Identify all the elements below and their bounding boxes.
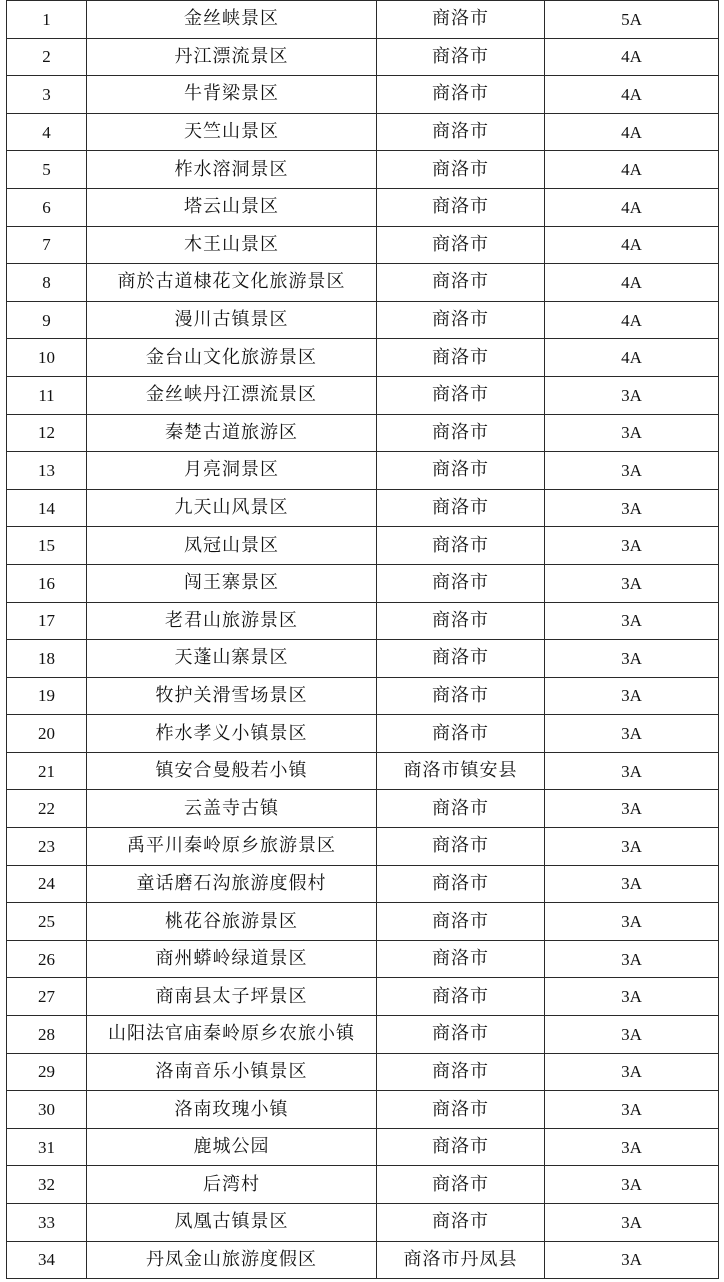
grade-cell: 4A bbox=[545, 151, 719, 189]
row-number-cell: 7 bbox=[7, 226, 87, 264]
row-number-cell: 34 bbox=[7, 1241, 87, 1279]
grade-cell: 3A bbox=[545, 828, 719, 866]
grade-cell: 3A bbox=[545, 978, 719, 1016]
row-number-cell: 4 bbox=[7, 113, 87, 151]
grade-cell: 3A bbox=[545, 1053, 719, 1091]
table-row bbox=[7, 38, 719, 76]
location-cell: 商洛市 bbox=[377, 38, 545, 76]
row-number-cell: 17 bbox=[7, 602, 87, 640]
table-row bbox=[7, 602, 719, 640]
grade-cell: 3A bbox=[545, 376, 719, 414]
grade-cell: 3A bbox=[545, 1128, 719, 1166]
row-number-cell: 22 bbox=[7, 790, 87, 828]
row-number-cell: 10 bbox=[7, 339, 87, 377]
grade-cell: 4A bbox=[545, 226, 719, 264]
scenic-area-name-cell: 后湾村 bbox=[87, 1166, 377, 1204]
location-cell: 商洛市 bbox=[377, 978, 545, 1016]
table-row bbox=[7, 1241, 719, 1279]
scenic-area-name-cell: 洛南玫瑰小镇 bbox=[87, 1091, 377, 1129]
scenic-area-name-cell: 桃花谷旅游景区 bbox=[87, 903, 377, 941]
grade-cell: 4A bbox=[545, 76, 719, 114]
table-row bbox=[7, 828, 719, 866]
row-number-cell: 33 bbox=[7, 1204, 87, 1242]
location-cell: 商洛市 bbox=[377, 339, 545, 377]
grade-cell: 3A bbox=[545, 1016, 719, 1054]
table-row bbox=[7, 489, 719, 527]
row-number-cell: 13 bbox=[7, 452, 87, 490]
grade-cell: 5A bbox=[545, 1, 719, 39]
grade-cell: 3A bbox=[545, 564, 719, 602]
location-cell: 商洛市 bbox=[377, 489, 545, 527]
scenic-area-name-cell: 月亮洞景区 bbox=[87, 452, 377, 490]
table-row bbox=[7, 640, 719, 678]
table-row bbox=[7, 677, 719, 715]
location-cell: 商洛市丹凤县 bbox=[377, 1241, 545, 1279]
table-row bbox=[7, 1204, 719, 1242]
grade-cell: 4A bbox=[545, 38, 719, 76]
location-cell: 商洛市 bbox=[377, 790, 545, 828]
scenic-area-name-cell: 凤冠山景区 bbox=[87, 527, 377, 565]
location-cell: 商洛市 bbox=[377, 865, 545, 903]
location-cell: 商洛市 bbox=[377, 76, 545, 114]
location-cell: 商洛市 bbox=[377, 1053, 545, 1091]
table-row bbox=[7, 151, 719, 189]
scenic-area-table-sheet bbox=[6, 0, 718, 1279]
scenic-area-name-cell: 镇安合曼般若小镇 bbox=[87, 752, 377, 790]
grade-cell: 3A bbox=[545, 865, 719, 903]
scenic-area-name-cell: 闯王寨景区 bbox=[87, 564, 377, 602]
scenic-area-name-cell: 秦楚古道旅游区 bbox=[87, 414, 377, 452]
table-row bbox=[7, 376, 719, 414]
location-cell: 商洛市 bbox=[377, 226, 545, 264]
scenic-area-name-cell: 塔云山景区 bbox=[87, 188, 377, 226]
row-number-cell: 6 bbox=[7, 188, 87, 226]
scenic-area-table bbox=[6, 0, 719, 1279]
table-row bbox=[7, 1091, 719, 1129]
scenic-area-name-cell: 金台山文化旅游景区 bbox=[87, 339, 377, 377]
scenic-area-name-cell: 洛南音乐小镇景区 bbox=[87, 1053, 377, 1091]
table-row bbox=[7, 1053, 719, 1091]
row-number-cell: 16 bbox=[7, 564, 87, 602]
grade-cell: 3A bbox=[545, 489, 719, 527]
scenic-area-name-cell: 金丝峡景区 bbox=[87, 1, 377, 39]
location-cell: 商洛市 bbox=[377, 1016, 545, 1054]
grade-cell: 3A bbox=[545, 715, 719, 753]
scenic-area-name-cell: 鹿城公园 bbox=[87, 1128, 377, 1166]
grade-cell: 3A bbox=[545, 1204, 719, 1242]
location-cell: 商洛市 bbox=[377, 602, 545, 640]
grade-cell: 3A bbox=[545, 903, 719, 941]
table-row bbox=[7, 940, 719, 978]
scenic-area-name-cell: 商州蟒岭绿道景区 bbox=[87, 940, 377, 978]
location-cell: 商洛市 bbox=[377, 564, 545, 602]
grade-cell: 4A bbox=[545, 301, 719, 339]
location-cell: 商洛市 bbox=[377, 414, 545, 452]
location-cell: 商洛市 bbox=[377, 715, 545, 753]
table-row bbox=[7, 188, 719, 226]
table-row bbox=[7, 790, 719, 828]
table-row bbox=[7, 564, 719, 602]
table-row bbox=[7, 752, 719, 790]
row-number-cell: 1 bbox=[7, 1, 87, 39]
location-cell: 商洛市 bbox=[377, 1, 545, 39]
table-row bbox=[7, 76, 719, 114]
scenic-area-name-cell: 商於古道棣花文化旅游景区 bbox=[87, 264, 377, 302]
location-cell: 商洛市 bbox=[377, 527, 545, 565]
row-number-cell: 21 bbox=[7, 752, 87, 790]
table-row bbox=[7, 226, 719, 264]
table-row bbox=[7, 865, 719, 903]
grade-cell: 3A bbox=[545, 602, 719, 640]
row-number-cell: 2 bbox=[7, 38, 87, 76]
scenic-area-name-cell: 漫川古镇景区 bbox=[87, 301, 377, 339]
grade-cell: 3A bbox=[545, 790, 719, 828]
location-cell: 商洛市 bbox=[377, 264, 545, 302]
scenic-area-name-cell: 天蓬山寨景区 bbox=[87, 640, 377, 678]
grade-cell: 3A bbox=[545, 752, 719, 790]
table-row bbox=[7, 1, 719, 39]
grade-cell: 3A bbox=[545, 527, 719, 565]
scenic-area-name-cell: 老君山旅游景区 bbox=[87, 602, 377, 640]
scenic-area-name-cell: 木王山景区 bbox=[87, 226, 377, 264]
scenic-area-name-cell: 柞水孝义小镇景区 bbox=[87, 715, 377, 753]
scenic-area-name-cell: 柞水溶洞景区 bbox=[87, 151, 377, 189]
table-row bbox=[7, 1016, 719, 1054]
row-number-cell: 25 bbox=[7, 903, 87, 941]
grade-cell: 4A bbox=[545, 113, 719, 151]
row-number-cell: 23 bbox=[7, 828, 87, 866]
scenic-area-name-cell: 山阳法官庙秦岭原乡农旅小镇 bbox=[87, 1016, 377, 1054]
scenic-area-name-cell: 商南县太子坪景区 bbox=[87, 978, 377, 1016]
scenic-area-name-cell: 牛背梁景区 bbox=[87, 76, 377, 114]
scenic-area-name-cell: 天竺山景区 bbox=[87, 113, 377, 151]
scenic-area-name-cell: 九天山风景区 bbox=[87, 489, 377, 527]
scenic-area-name-cell: 童话磨石沟旅游度假村 bbox=[87, 865, 377, 903]
table-body bbox=[7, 1, 719, 1279]
grade-cell: 4A bbox=[545, 188, 719, 226]
row-number-cell: 32 bbox=[7, 1166, 87, 1204]
table-row bbox=[7, 452, 719, 490]
grade-cell: 3A bbox=[545, 1166, 719, 1204]
grade-cell: 3A bbox=[545, 677, 719, 715]
location-cell: 商洛市 bbox=[377, 640, 545, 678]
location-cell: 商洛市 bbox=[377, 677, 545, 715]
scenic-area-name-cell: 丹凤金山旅游度假区 bbox=[87, 1241, 377, 1279]
row-number-cell: 26 bbox=[7, 940, 87, 978]
grade-cell: 3A bbox=[545, 640, 719, 678]
location-cell: 商洛市 bbox=[377, 1091, 545, 1129]
row-number-cell: 31 bbox=[7, 1128, 87, 1166]
location-cell: 商洛市 bbox=[377, 151, 545, 189]
table-row bbox=[7, 264, 719, 302]
row-number-cell: 5 bbox=[7, 151, 87, 189]
scenic-area-name-cell: 金丝峡丹江漂流景区 bbox=[87, 376, 377, 414]
row-number-cell: 28 bbox=[7, 1016, 87, 1054]
location-cell: 商洛市 bbox=[377, 452, 545, 490]
row-number-cell: 19 bbox=[7, 677, 87, 715]
row-number-cell: 11 bbox=[7, 376, 87, 414]
table-row bbox=[7, 301, 719, 339]
table-row bbox=[7, 903, 719, 941]
table-row bbox=[7, 1128, 719, 1166]
grade-cell: 4A bbox=[545, 264, 719, 302]
scenic-area-name-cell: 丹江漂流景区 bbox=[87, 38, 377, 76]
row-number-cell: 15 bbox=[7, 527, 87, 565]
location-cell: 商洛市 bbox=[377, 903, 545, 941]
row-number-cell: 29 bbox=[7, 1053, 87, 1091]
grade-cell: 3A bbox=[545, 1241, 719, 1279]
row-number-cell: 30 bbox=[7, 1091, 87, 1129]
location-cell: 商洛市 bbox=[377, 113, 545, 151]
location-cell: 商洛市镇安县 bbox=[377, 752, 545, 790]
grade-cell: 3A bbox=[545, 1091, 719, 1129]
scenic-area-name-cell: 牧护关滑雪场景区 bbox=[87, 677, 377, 715]
grade-cell: 3A bbox=[545, 452, 719, 490]
location-cell: 商洛市 bbox=[377, 1204, 545, 1242]
table-row bbox=[7, 1166, 719, 1204]
location-cell: 商洛市 bbox=[377, 1166, 545, 1204]
row-number-cell: 8 bbox=[7, 264, 87, 302]
grade-cell: 4A bbox=[545, 339, 719, 377]
location-cell: 商洛市 bbox=[377, 1128, 545, 1166]
scenic-area-name-cell: 凤凰古镇景区 bbox=[87, 1204, 377, 1242]
grade-cell: 3A bbox=[545, 940, 719, 978]
location-cell: 商洛市 bbox=[377, 376, 545, 414]
table-row bbox=[7, 414, 719, 452]
row-number-cell: 27 bbox=[7, 978, 87, 1016]
row-number-cell: 9 bbox=[7, 301, 87, 339]
table-row bbox=[7, 527, 719, 565]
grade-cell: 3A bbox=[545, 414, 719, 452]
row-number-cell: 24 bbox=[7, 865, 87, 903]
location-cell: 商洛市 bbox=[377, 828, 545, 866]
row-number-cell: 20 bbox=[7, 715, 87, 753]
row-number-cell: 3 bbox=[7, 76, 87, 114]
location-cell: 商洛市 bbox=[377, 188, 545, 226]
table-row bbox=[7, 339, 719, 377]
row-number-cell: 14 bbox=[7, 489, 87, 527]
table-row bbox=[7, 715, 719, 753]
scenic-area-name-cell: 禹平川秦岭原乡旅游景区 bbox=[87, 828, 377, 866]
location-cell: 商洛市 bbox=[377, 940, 545, 978]
row-number-cell: 18 bbox=[7, 640, 87, 678]
location-cell: 商洛市 bbox=[377, 301, 545, 339]
table-row bbox=[7, 978, 719, 1016]
table-row bbox=[7, 113, 719, 151]
row-number-cell: 12 bbox=[7, 414, 87, 452]
scenic-area-name-cell: 云盖寺古镇 bbox=[87, 790, 377, 828]
